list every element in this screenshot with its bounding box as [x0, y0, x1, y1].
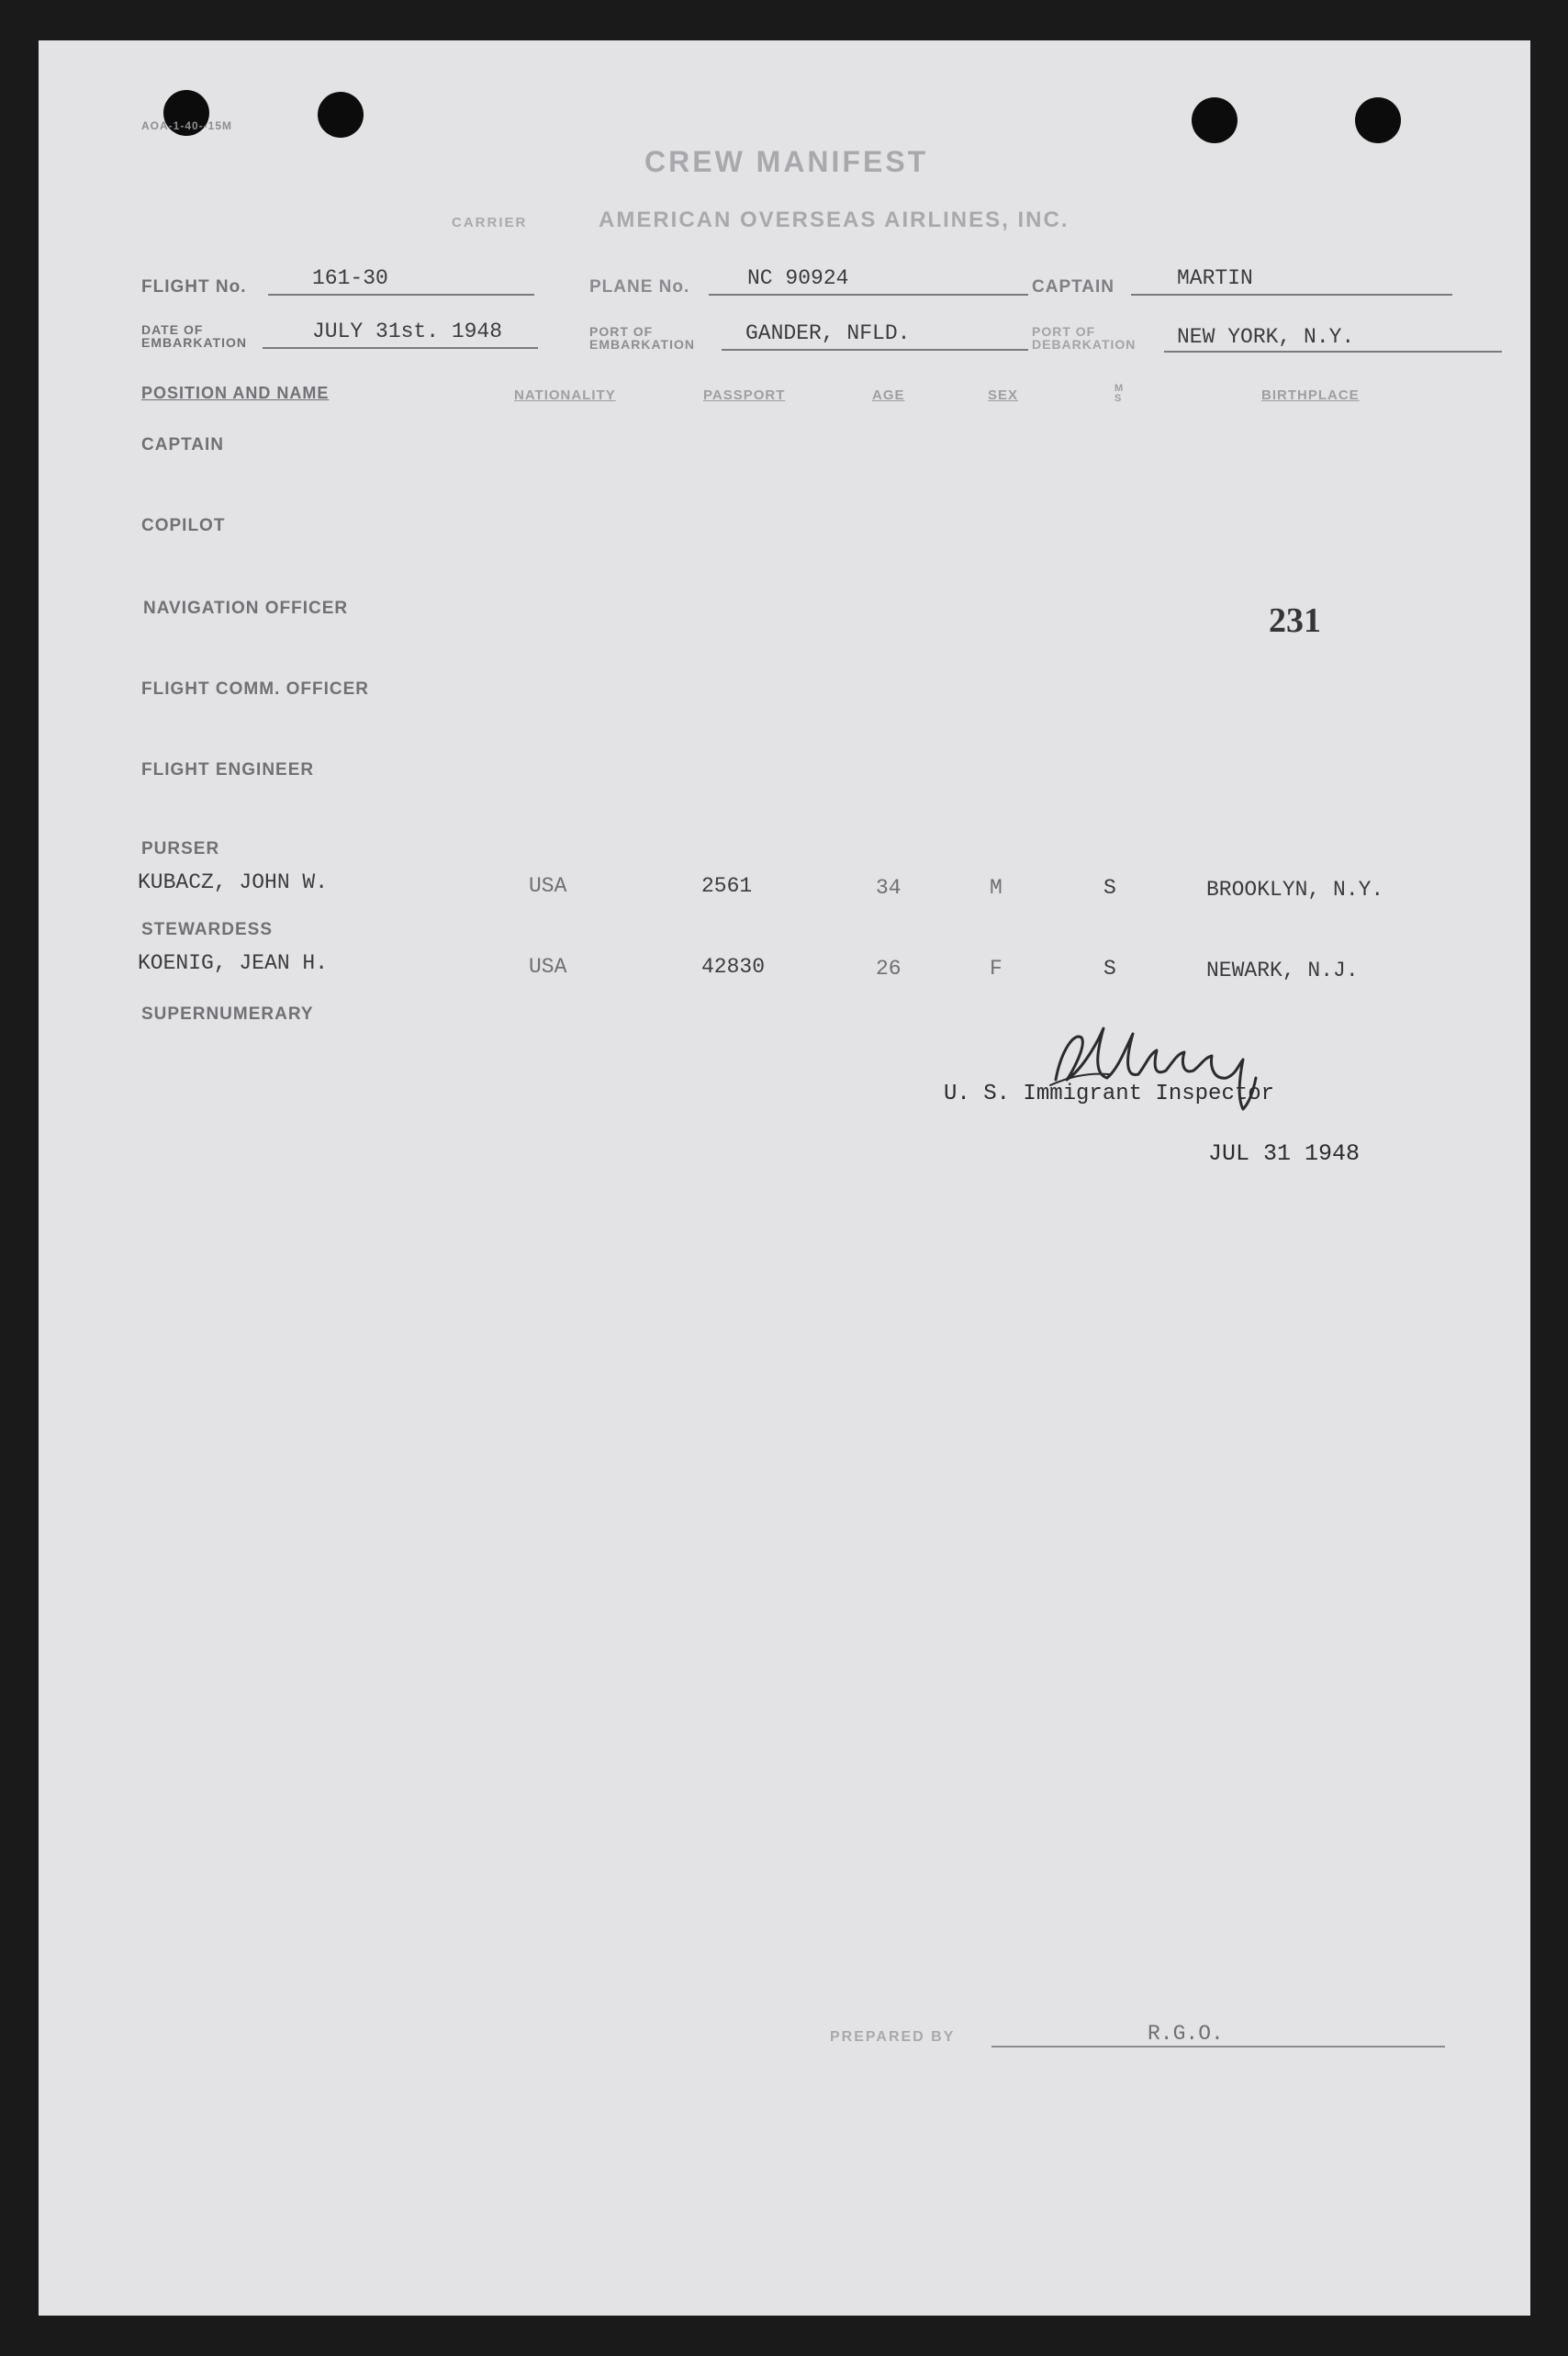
date-embark-line: [263, 347, 538, 349]
position-supernumerary: SUPERNUMERARY: [141, 1004, 314, 1024]
port-debark-label-line1: PORT OF: [1032, 324, 1096, 339]
carrier-value: AMERICAN OVERSEAS AIRLINES, INC.: [599, 208, 1070, 232]
prepared-by-value: R.G.O.: [1148, 2022, 1224, 2046]
stewardess-passport: 42830: [701, 955, 766, 979]
port-debark-label-line2: DEBARKATION: [1032, 337, 1137, 352]
date-embark-label-line1: DATE OF: [141, 322, 204, 337]
purser-passport: 2561: [701, 874, 753, 898]
purser-name: KUBACZ, JOHN W.: [138, 870, 329, 894]
date-embark-label-line2: EMBARKATION: [141, 335, 247, 350]
purser-sex: M: [990, 876, 1002, 900]
punch-hole-left-2: [318, 92, 364, 138]
position-flight-engineer: FLIGHT ENGINEER: [141, 760, 315, 780]
col-marital: M S: [1114, 383, 1125, 404]
plane-no-line: [709, 294, 1028, 296]
port-embark-label-line2: EMBARKATION: [589, 337, 695, 352]
captain-value: MARTIN: [1177, 266, 1253, 290]
flight-no-value: 161-30: [312, 266, 388, 290]
date-embark-value: JULY 31st. 1948: [312, 320, 503, 343]
stewardess-age: 26: [876, 957, 902, 981]
position-captain: CAPTAIN: [141, 435, 225, 454]
col-sex: SEX: [988, 387, 1019, 403]
purser-marital: S: [1103, 876, 1116, 900]
port-embark-value: GANDER, NFLD.: [745, 321, 911, 345]
form-code: AOA-1-40--15M: [141, 119, 233, 132]
captain-label: CAPTAIN: [1032, 277, 1115, 297]
port-embark-line: [722, 349, 1028, 351]
col-age: AGE: [872, 387, 905, 403]
position-purser: PURSER: [141, 839, 220, 858]
port-debark-line: [1164, 351, 1502, 353]
position-flight-comm-officer: FLIGHT COMM. OFFICER: [141, 679, 369, 699]
manifest-page: [39, 40, 1530, 2316]
col-position-and-name: POSITION AND NAME: [141, 384, 330, 402]
col-birthplace: BIRTHPLACE: [1261, 387, 1360, 403]
prepared-by-label: PREPARED BY: [830, 2029, 956, 2045]
col-nationality: NATIONALITY: [514, 387, 616, 403]
stewardess-sex: F: [990, 957, 1002, 981]
punch-hole-right-1: [1192, 97, 1238, 143]
prepared-by-line: [991, 2046, 1445, 2047]
inspector-stamp-date: JUL 31 1948: [1208, 1140, 1361, 1167]
flight-no-line: [268, 294, 534, 296]
purser-nationality: USA: [529, 874, 567, 898]
stewardess-name: KOENIG, JEAN H.: [138, 951, 329, 975]
purser-age: 34: [876, 876, 902, 900]
port-debark-label: [1032, 325, 1136, 351]
punch-hole-right-2: [1355, 97, 1401, 143]
position-copilot: COPILOT: [141, 516, 226, 535]
port-embark-label: [589, 325, 695, 351]
inspector-title: U. S. Immigrant Inspector: [944, 1082, 1275, 1106]
stewardess-nationality: USA: [529, 955, 567, 979]
position-stewardess: STEWARDESS: [141, 920, 274, 939]
carrier-label: CARRIER: [452, 215, 528, 230]
port-debark-value: NEW YORK, N.Y.: [1177, 325, 1355, 349]
plane-no-value: NC 90924: [747, 266, 849, 290]
inspector-signature: [1030, 1014, 1296, 1124]
stewardess-marital: S: [1103, 957, 1116, 981]
stewardess-birthplace: NEWARK, N.J.: [1206, 959, 1359, 982]
captain-line: [1131, 294, 1452, 296]
date-embark-label: [141, 323, 247, 349]
col-passport: PASSPORT: [703, 387, 786, 403]
plane-no-label: PLANE No.: [589, 277, 690, 297]
purser-birthplace: BROOKLYN, N.Y.: [1206, 878, 1384, 902]
position-navigation-officer: NAVIGATION OFFICER: [143, 599, 349, 618]
flight-no-label: FLIGHT No.: [141, 277, 247, 297]
file-number: 231: [1269, 601, 1321, 640]
page-title: CREW MANIFEST: [644, 145, 929, 178]
port-embark-label-line1: PORT OF: [589, 324, 654, 339]
